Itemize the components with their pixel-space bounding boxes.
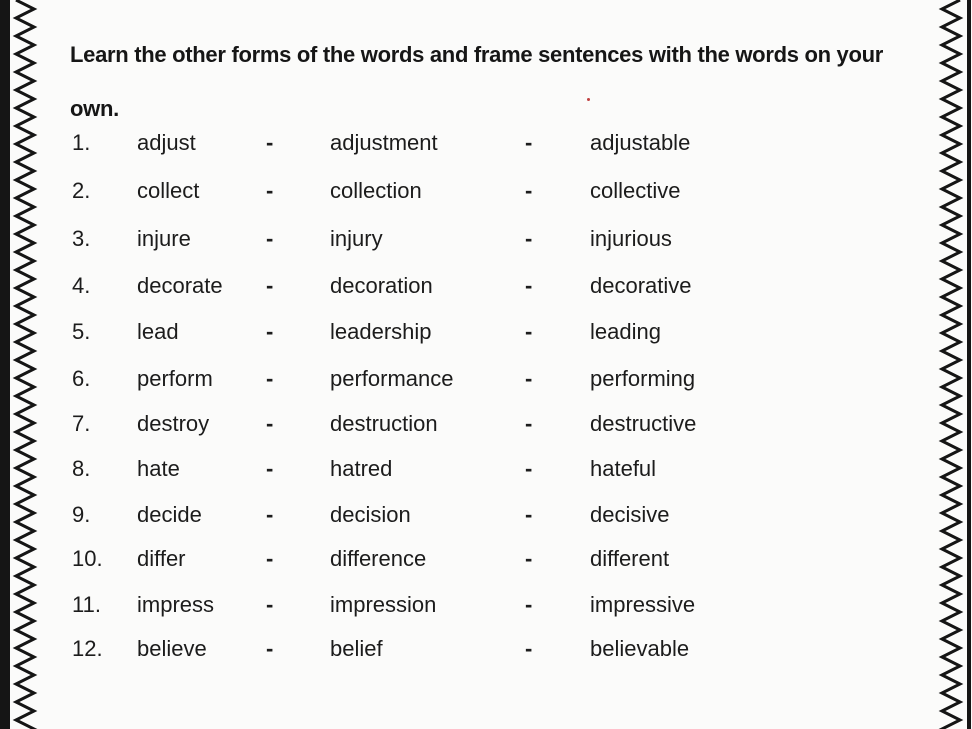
base-word: decide bbox=[137, 502, 202, 527]
separator-dash: - bbox=[266, 130, 274, 155]
ink-speck bbox=[587, 98, 590, 101]
base-word: perform bbox=[137, 366, 213, 391]
noun-form: leadership bbox=[330, 319, 432, 344]
instruction-text: Learn the other forms of the words and frame sentences with the words on your own. bbox=[70, 42, 884, 121]
base-word: impress bbox=[137, 592, 215, 617]
row-number: 1. bbox=[72, 130, 91, 155]
word-row-12 bbox=[0, 636, 972, 676]
separator-dash: - bbox=[525, 366, 533, 391]
noun-form: hatred bbox=[330, 456, 393, 481]
row-number: 12. bbox=[72, 636, 103, 661]
adjective-form: collective bbox=[590, 178, 681, 203]
row-number: 9. bbox=[72, 502, 91, 527]
separator-dash: - bbox=[266, 592, 274, 617]
separator-dash: - bbox=[525, 546, 533, 571]
adjective-form: believable bbox=[590, 636, 690, 661]
word-row-8 bbox=[0, 456, 972, 496]
base-word: lead bbox=[137, 319, 179, 344]
separator-dash: - bbox=[266, 502, 274, 527]
base-word: destroy bbox=[137, 411, 210, 436]
separator-dash: - bbox=[525, 178, 533, 203]
base-word: hate bbox=[137, 456, 180, 481]
noun-form: performance bbox=[330, 366, 454, 391]
separator-dash: - bbox=[266, 226, 274, 251]
word-row-2 bbox=[0, 178, 972, 218]
word-row-11 bbox=[0, 592, 972, 632]
row-number: 3. bbox=[72, 226, 91, 251]
word-row-3 bbox=[0, 226, 972, 266]
noun-form: injury bbox=[330, 226, 383, 251]
adjective-form: impressive bbox=[590, 592, 696, 617]
adjective-form: decorative bbox=[590, 273, 692, 298]
base-word: adjust bbox=[137, 130, 196, 155]
separator-dash: - bbox=[266, 319, 274, 344]
separator-dash: - bbox=[266, 411, 274, 436]
row-number: 6. bbox=[72, 366, 91, 391]
row-number: 5. bbox=[72, 319, 91, 344]
separator-dash: - bbox=[266, 273, 274, 298]
noun-form: difference bbox=[330, 546, 427, 571]
noun-form: destruction bbox=[330, 411, 438, 436]
separator-dash: - bbox=[266, 546, 274, 571]
adjective-form: destructive bbox=[590, 411, 697, 436]
base-word: collect bbox=[137, 178, 200, 203]
base-word: believe bbox=[137, 636, 207, 661]
separator-dash: - bbox=[525, 226, 533, 251]
adjective-form: injurious bbox=[590, 226, 672, 251]
noun-form: decision bbox=[330, 502, 411, 527]
row-number: 10. bbox=[72, 546, 103, 571]
word-row-10 bbox=[0, 546, 972, 586]
separator-dash: - bbox=[525, 130, 533, 155]
adjective-form: different bbox=[590, 546, 670, 571]
separator-dash: - bbox=[525, 411, 533, 436]
word-row-7 bbox=[0, 411, 972, 451]
separator-dash: - bbox=[266, 178, 274, 203]
adjective-form: decisive bbox=[590, 502, 670, 527]
separator-dash: - bbox=[525, 319, 533, 344]
row-number: 4. bbox=[72, 273, 91, 298]
adjective-form: performing bbox=[590, 366, 696, 391]
word-row-9 bbox=[0, 502, 972, 542]
base-word: injure bbox=[137, 226, 191, 251]
separator-dash: - bbox=[525, 502, 533, 527]
adjective-form: adjustable bbox=[590, 130, 691, 155]
noun-form: decoration bbox=[330, 273, 433, 298]
row-number: 8. bbox=[72, 456, 91, 481]
noun-form: adjustment bbox=[330, 130, 438, 155]
separator-dash: - bbox=[525, 636, 533, 661]
base-word: decorate bbox=[137, 273, 223, 298]
adjective-form: leading bbox=[590, 319, 661, 344]
separator-dash: - bbox=[266, 366, 274, 391]
adjective-form: hateful bbox=[590, 456, 657, 481]
row-number: 2. bbox=[72, 178, 91, 203]
base-word: differ bbox=[137, 546, 186, 571]
separator-dash: - bbox=[525, 456, 533, 481]
word-row-1 bbox=[0, 130, 972, 170]
noun-form: collection bbox=[330, 178, 422, 203]
noun-form: belief bbox=[330, 636, 383, 661]
row-number: 7. bbox=[72, 411, 91, 436]
word-row-6 bbox=[0, 366, 972, 406]
row-number: 11. bbox=[72, 592, 101, 617]
separator-dash: - bbox=[525, 273, 533, 298]
word-row-5 bbox=[0, 319, 972, 359]
separator-dash: - bbox=[525, 592, 533, 617]
noun-form: impression bbox=[330, 592, 437, 617]
separator-dash: - bbox=[266, 636, 274, 661]
separator-dash: - bbox=[266, 456, 274, 481]
word-row-4 bbox=[0, 273, 972, 313]
